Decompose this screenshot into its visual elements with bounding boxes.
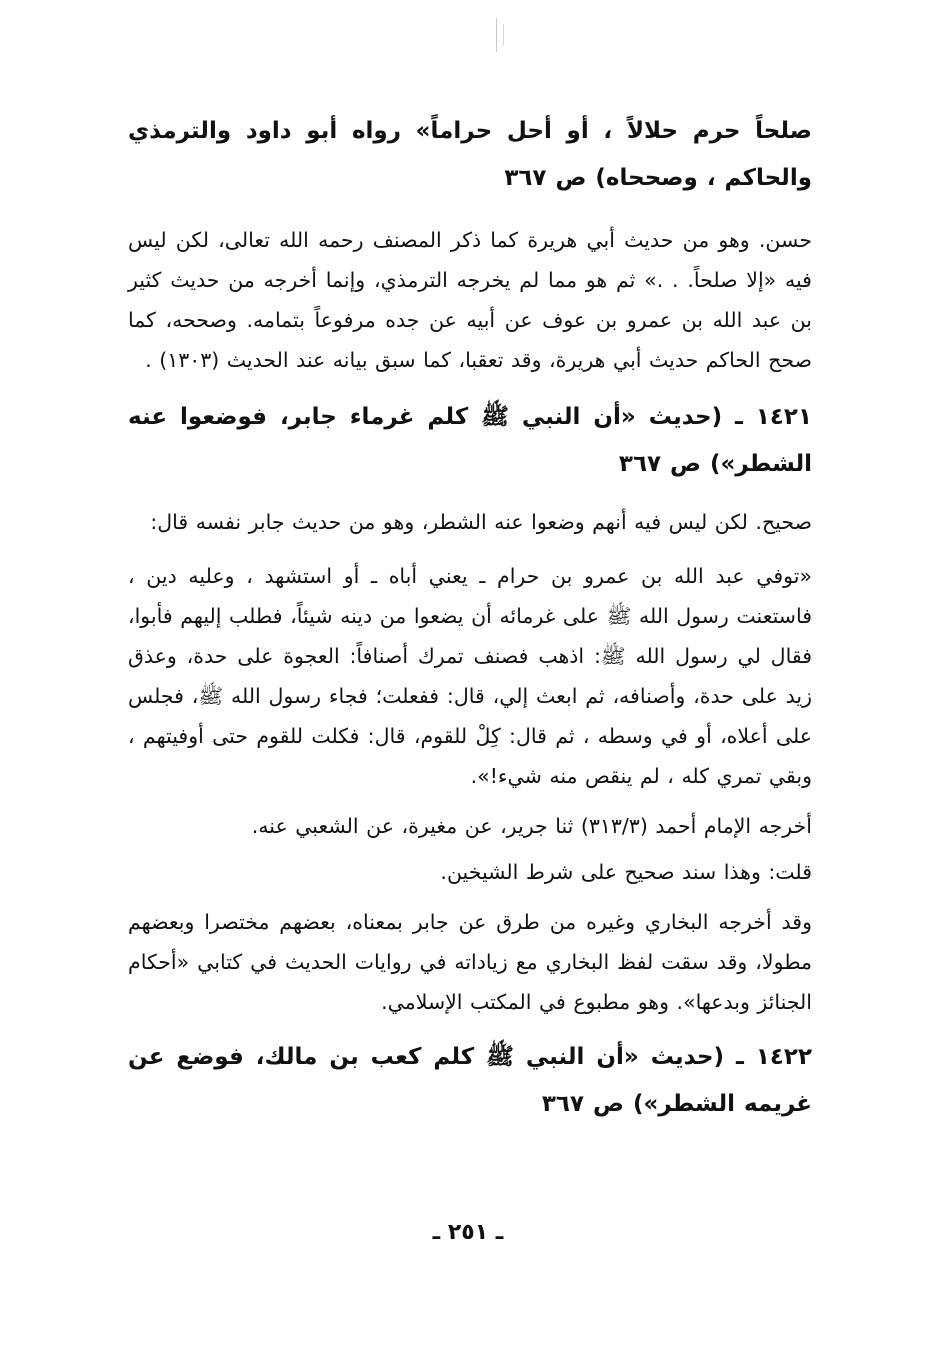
commentary-paragraph: حسن. وهو من حديث أبي هريرة كما ذكر المصنف رحمه الله تعالى، لكن ليس فيه «إلا صلحاً. . .» ثم هو مما لم يخرجه الترمذي، وإنما أخرجه من حديث كثير بن عبد الله بن عمرو بن عوف عن أبيه عن جده مرفوعاً بتمامه. وصححه، كما صحح الحاكم حديث أبي هريرة، وقد تعقبا، كما سبق بيانه عند الحديث (١٣٠٣) .: [128, 228, 812, 372]
hadith-text-continued: صلحاً حرم حلالاً ، أو أحل حراماً» رواه أبو داود والترمذي والحاكم ، وصححاه) ص ٣٦٧: [128, 118, 812, 191]
commentary-paragraph: صحيح. لكن ليس فيه أنهم وضعوا عنه الشطر، وهو من حديث جابر نفسه قال:: [150, 510, 812, 534]
source-citation: أخرجه الإمام أحمد (٣١٣/٣) ثنا جرير، عن مغيرة، عن الشعبي عنه.: [251, 814, 812, 838]
quoted-hadith: «توفي عبد الله بن عمرو بن حرام ـ يعني أباه ـ أو استشهد ، وعليه دين ، فاستعنت رسول الله ﷺ على غرمائه أن يضعوا من دينه شيئاً، فطلب إليهم فأبوا، فقال لي رسول الله ﷺ: اذهب فصنف تمرك أصنافاً: العجوة على حدة، وعذق زيد على حدة، وأصنافه، ثم ابعث إلي، قال: ففعلت؛ فجاء رسول الله ﷺ، فجلس على أعلاه، أو في وسطه ، ثم قال: كِلْ للقوم، قال: فكلت للقوم حتى أوفيتهم ، وبقي تمري كله ، لم ينقص منه شيء!».: [128, 564, 812, 788]
hadith-heading-1421: ١٤٢١ ـ (حديث «أن النبي ﷺ كلم غرماء جابر، فوضعوا عنه الشطر») ص ٣٦٧: [128, 404, 812, 477]
hadith-heading-1422: ١٤٢٢ ـ (حديث «أن النبي ﷺ كلم كعب بن مالك، فوضع عن غريمه الشطر») ص ٣٦٧: [128, 1044, 812, 1117]
scan-artifact: [503, 24, 504, 46]
page-number: ـ ٢٥١ ـ: [432, 1220, 504, 1245]
page-body: [128, 108, 812, 1128]
scan-artifact: [496, 18, 497, 52]
commentary-paragraph: وقد أخرجه البخاري وغيره من طرق عن جابر بمعناه، بعضهم مختصرا وبعضهم مطولا، وقد سقت لفظ البخاري مع زياداته في روايات الحديث في كتابي «أحكام الجنائز وبدعها». وهو مطبوع في المكتب الإسلامي.: [128, 910, 812, 1014]
author-remark: قلت: وهذا سند صحيح على شرط الشيخين.: [440, 860, 812, 884]
